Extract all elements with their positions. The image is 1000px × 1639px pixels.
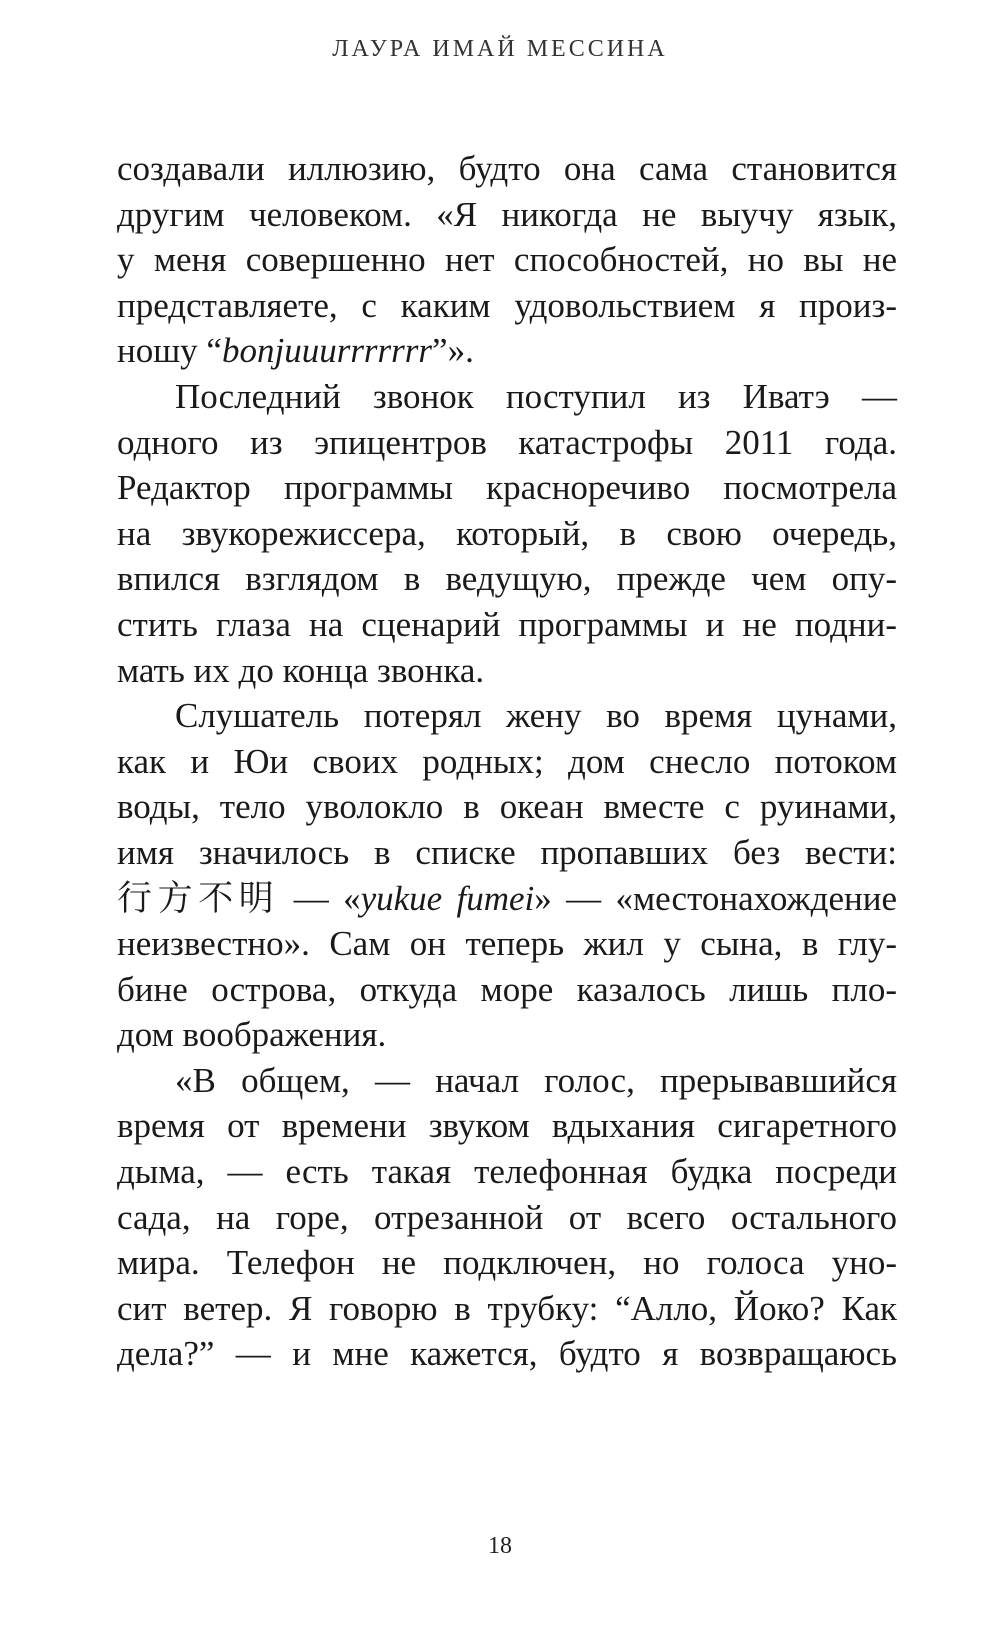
text-line: другим человеком. «Я никогда не выучу язык, xyxy=(117,194,897,234)
text-line: одного из эпицентров катастрофы 2011 года. xyxy=(117,422,897,462)
text-line: как и Юи своих родных; дом снесло потоком xyxy=(117,741,897,781)
text-line: сит ветер. Я говорю в трубку: “Алло, Йоко? Как xyxy=(117,1288,897,1328)
text-line: «В общем, — начал голос, прерывавшийся xyxy=(175,1060,897,1100)
text-line: впился взглядом в ведущую, прежде чем опу- xyxy=(117,559,897,599)
text-line: воды, тело уволокло в океан вместе с руинами, xyxy=(117,787,897,827)
text-line: на звукорежиссера, который, в свою очередь, xyxy=(117,513,897,553)
body-text xyxy=(117,146,897,1377)
text-line: Редактор программы красноречиво посмотрела xyxy=(117,468,897,508)
text-line: мать их до конца звонка. xyxy=(117,650,485,690)
text-line: дела?” — и мне кажется, будто я возвращаюсь xyxy=(117,1334,897,1374)
text-line: Последний звонок поступил из Иватэ — xyxy=(175,376,897,416)
text-line: неизвестно». Сам он теперь жил у сына, в глу- xyxy=(117,924,897,964)
running-head: ЛАУРА ИМАЙ МЕССИНА xyxy=(332,36,668,62)
text-line: стить глаза на сценарий программы и не подни- xyxy=(117,604,897,644)
text-line: 行方不明 — «yukue fumei» — «местонахождение xyxy=(117,878,897,918)
text-line: у меня совершенно нет способностей, но вы не xyxy=(117,240,897,280)
text-line: сада, на горе, отрезанной от всего остального xyxy=(117,1197,897,1237)
text-line: бине острова, откуда море казалось лишь пло- xyxy=(117,969,897,1009)
text-line: мира. Телефон не подключен, но голоса уно- xyxy=(117,1243,897,1283)
page-number: 18 xyxy=(488,1533,512,1559)
text-line: дом воображения. xyxy=(117,1015,387,1055)
text-line: ношу “bonjuuurrrrrrr”». xyxy=(117,331,474,371)
text-line: время от времени звуком вдыхания сигаретного xyxy=(117,1106,897,1146)
text-line: Слушатель потерял жену во время цунами, xyxy=(175,696,897,736)
text-line: дыма, — есть такая телефонная будка посреди xyxy=(117,1152,897,1192)
text-line: имя значилось в списке пропавших без вести: xyxy=(117,832,897,872)
text-line: представляете, с каким удовольствием я произ- xyxy=(117,285,897,325)
text-line: создавали иллюзию, будто она сама становится xyxy=(117,149,897,188)
